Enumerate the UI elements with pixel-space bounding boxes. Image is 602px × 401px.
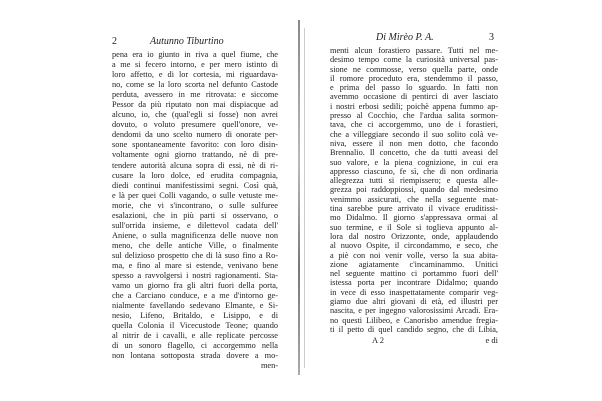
left-page xyxy=(112,36,278,372)
text-line: suo termine, e il Sole si toglieva appunto al- xyxy=(330,222,498,232)
text-line: di un sonoro flagello, ci accorgemmo nella xyxy=(112,341,278,351)
signature-mark: A 2 xyxy=(372,335,385,346)
text-line: a me si fecero intorno, e per mero istinto di xyxy=(112,60,278,70)
text-line: diedi continui manifestissimi segni. Così quà, xyxy=(112,180,278,190)
text-line: nialmente favellando sedevano Elmante, e Si- xyxy=(112,301,278,311)
text-line: i nostri erbosi sedili; poichè appena fummo ap- xyxy=(330,101,498,111)
text-line: cusare la loro dolce, ed erudita compagnia, xyxy=(112,170,278,180)
text-line: dendomi da uno scelto numero di onorate per- xyxy=(112,130,278,140)
text-line: men- xyxy=(260,361,278,371)
text-line: al nitrir de i cavalli, e alle replicate percosse xyxy=(112,331,278,341)
text-line: e là per quei Colli vagando, o sulle vetuste me- xyxy=(112,190,278,200)
text-line: no, come se la loro scorta nel defunto Castode xyxy=(112,80,278,90)
text-line: zione agiatamente c'incaminammo. Unitici xyxy=(330,259,498,269)
text-line: tina sarebbe pure arrivato il vivace eruditissi- xyxy=(330,204,498,214)
left-page-header xyxy=(112,36,278,50)
text-line: nel seguente mattino ci portammo fuori dell' xyxy=(330,269,498,279)
text-line: sull'orrida insieme, e dilettevol cadata dell' xyxy=(112,220,278,230)
right-page-text xyxy=(330,46,498,334)
text-line: dovuto, o voluto presumere quell'onore, ve- xyxy=(112,120,278,130)
text-line: ti il petto di quel candido segno, che di Libia, xyxy=(330,324,498,334)
text-line: al nuovo Ospite, il circondammo, e seco, che xyxy=(330,241,498,251)
text-line: lora dal nostro Orizzonte, onde, applaudendo xyxy=(330,231,498,241)
text-line: giamo due altri giovani di età, ed illustri per xyxy=(330,297,498,307)
text-line: meno, che delle antiche Ville, o finalmente xyxy=(112,240,278,250)
text-line: e prima del passo lo sguardo. In fatti non xyxy=(330,83,498,93)
book-gutter xyxy=(298,20,300,375)
page-edge xyxy=(304,28,305,368)
text-line: niva, essere il non men dotto, che facondo xyxy=(330,138,498,148)
text-line: Aniene, o sulla magnificenza delle nuove non xyxy=(112,230,278,240)
catchword: e di xyxy=(485,335,498,346)
text-line: ma, e fino al mare si estende, venivano bene xyxy=(112,260,278,270)
text-line: nesio, Lifeno, Britaldo, e Lisippo, e di xyxy=(112,311,278,321)
text-line: che a villeggiare secondo il suo solito colà ve- xyxy=(330,129,498,139)
page-number: 3 xyxy=(489,32,494,43)
text-line: appresso ciascuno, fe sì, che di non ordinaria xyxy=(330,166,498,176)
text-line: tava, che ci accorgemmo, uno de i forastieri, xyxy=(330,120,498,130)
text-line: presso al Cocchio, che l'ardua salita sormon- xyxy=(330,111,498,121)
text-line: avemmo occasione di pentirci di aver lasciato xyxy=(330,92,498,102)
running-head: Autunno Tiburtino xyxy=(150,36,224,47)
text-line: loro affetto, e di lor cortesia, mi riguardava- xyxy=(112,70,278,80)
text-line: spesso a ravvolgersi i nostri ragionamenti. Sta- xyxy=(112,271,278,281)
page-number: 2 xyxy=(112,36,117,47)
text-line: mo Didalmo. Il giorno s'appressava ormai al xyxy=(330,213,498,223)
text-line: sone spontaneamente favorito: con loro disin- xyxy=(112,140,278,150)
text-line: tendere autorità alcuna sopra di essi, nè di ri- xyxy=(112,160,278,170)
page-footer xyxy=(330,335,498,347)
text-line: grezza poi raddoppiossi, quando dal medesimo xyxy=(330,185,498,195)
text-line: morie, che vi s'incontrano, o sulle sulfuree xyxy=(112,200,278,210)
right-page-header xyxy=(330,32,498,46)
left-page-text xyxy=(112,50,278,372)
text-line: desimo tempo come la curiosità universal pas- xyxy=(330,55,498,65)
text-line: no questi Lilibeo, e Canorisbo amendue fregia- xyxy=(330,315,498,325)
text-line: nascita, e per ingegno valorosissimi Arcadi. Era- xyxy=(330,306,498,316)
text-line: alcuno, io, che (qual'egli si fosse) non avrei xyxy=(112,110,278,120)
text-line: Pessor da più riputato non mai dispiacque ad xyxy=(112,100,278,110)
text-line: Brennalio. Il concetto, che da tutti aveasi del xyxy=(330,148,498,158)
text-line: a piè con noi venir volle, verso la sua abita- xyxy=(330,250,498,260)
text-line: sione ne commosse, verso quella parte, onde xyxy=(330,64,498,74)
running-head: Di Mirèo P. A. xyxy=(376,32,434,43)
text-line: non lontana sottoposta strada dovere a mo- xyxy=(112,351,278,361)
text-line: pena era io giunto in riva a quel fiume, che xyxy=(112,50,278,59)
right-page xyxy=(330,32,498,347)
text-line: quella Colonia il Vicecustode Teone; quando xyxy=(112,321,278,331)
text-line: perduta, avessero in me ritrovata: e siccome xyxy=(112,90,278,100)
text-line: il romore proceduto era, stendemmo il passo, xyxy=(330,73,498,83)
text-line: venimmo assicurati, che nella seguente mat- xyxy=(330,194,498,204)
text-line: che a Carciano conduce, e a me d'intorno ge- xyxy=(112,291,278,301)
text-line: esalazioni, che in più parti si osservano, o xyxy=(112,210,278,220)
text-line: sul delizioso prospetto che di là suso fino a Ro- xyxy=(112,250,278,260)
text-line: voltamente ogni giorno trattando, nè di pre- xyxy=(112,150,278,160)
text-line: istessa porta per incontrare Didalmo; quando xyxy=(330,278,498,288)
text-line: menti alcun forastiero passare. Tutti nel me- xyxy=(330,46,498,55)
text-line: suo valore, e la piena cognizione, in cui era xyxy=(330,157,498,167)
text-line: vamo un giorno fra gli altri fuori della porta, xyxy=(112,281,278,291)
text-line: in vece di esso inaspettatamente comparir veg- xyxy=(330,287,498,297)
text-line: allegrezza tutti si riempissero; e questa alle- xyxy=(330,176,498,186)
